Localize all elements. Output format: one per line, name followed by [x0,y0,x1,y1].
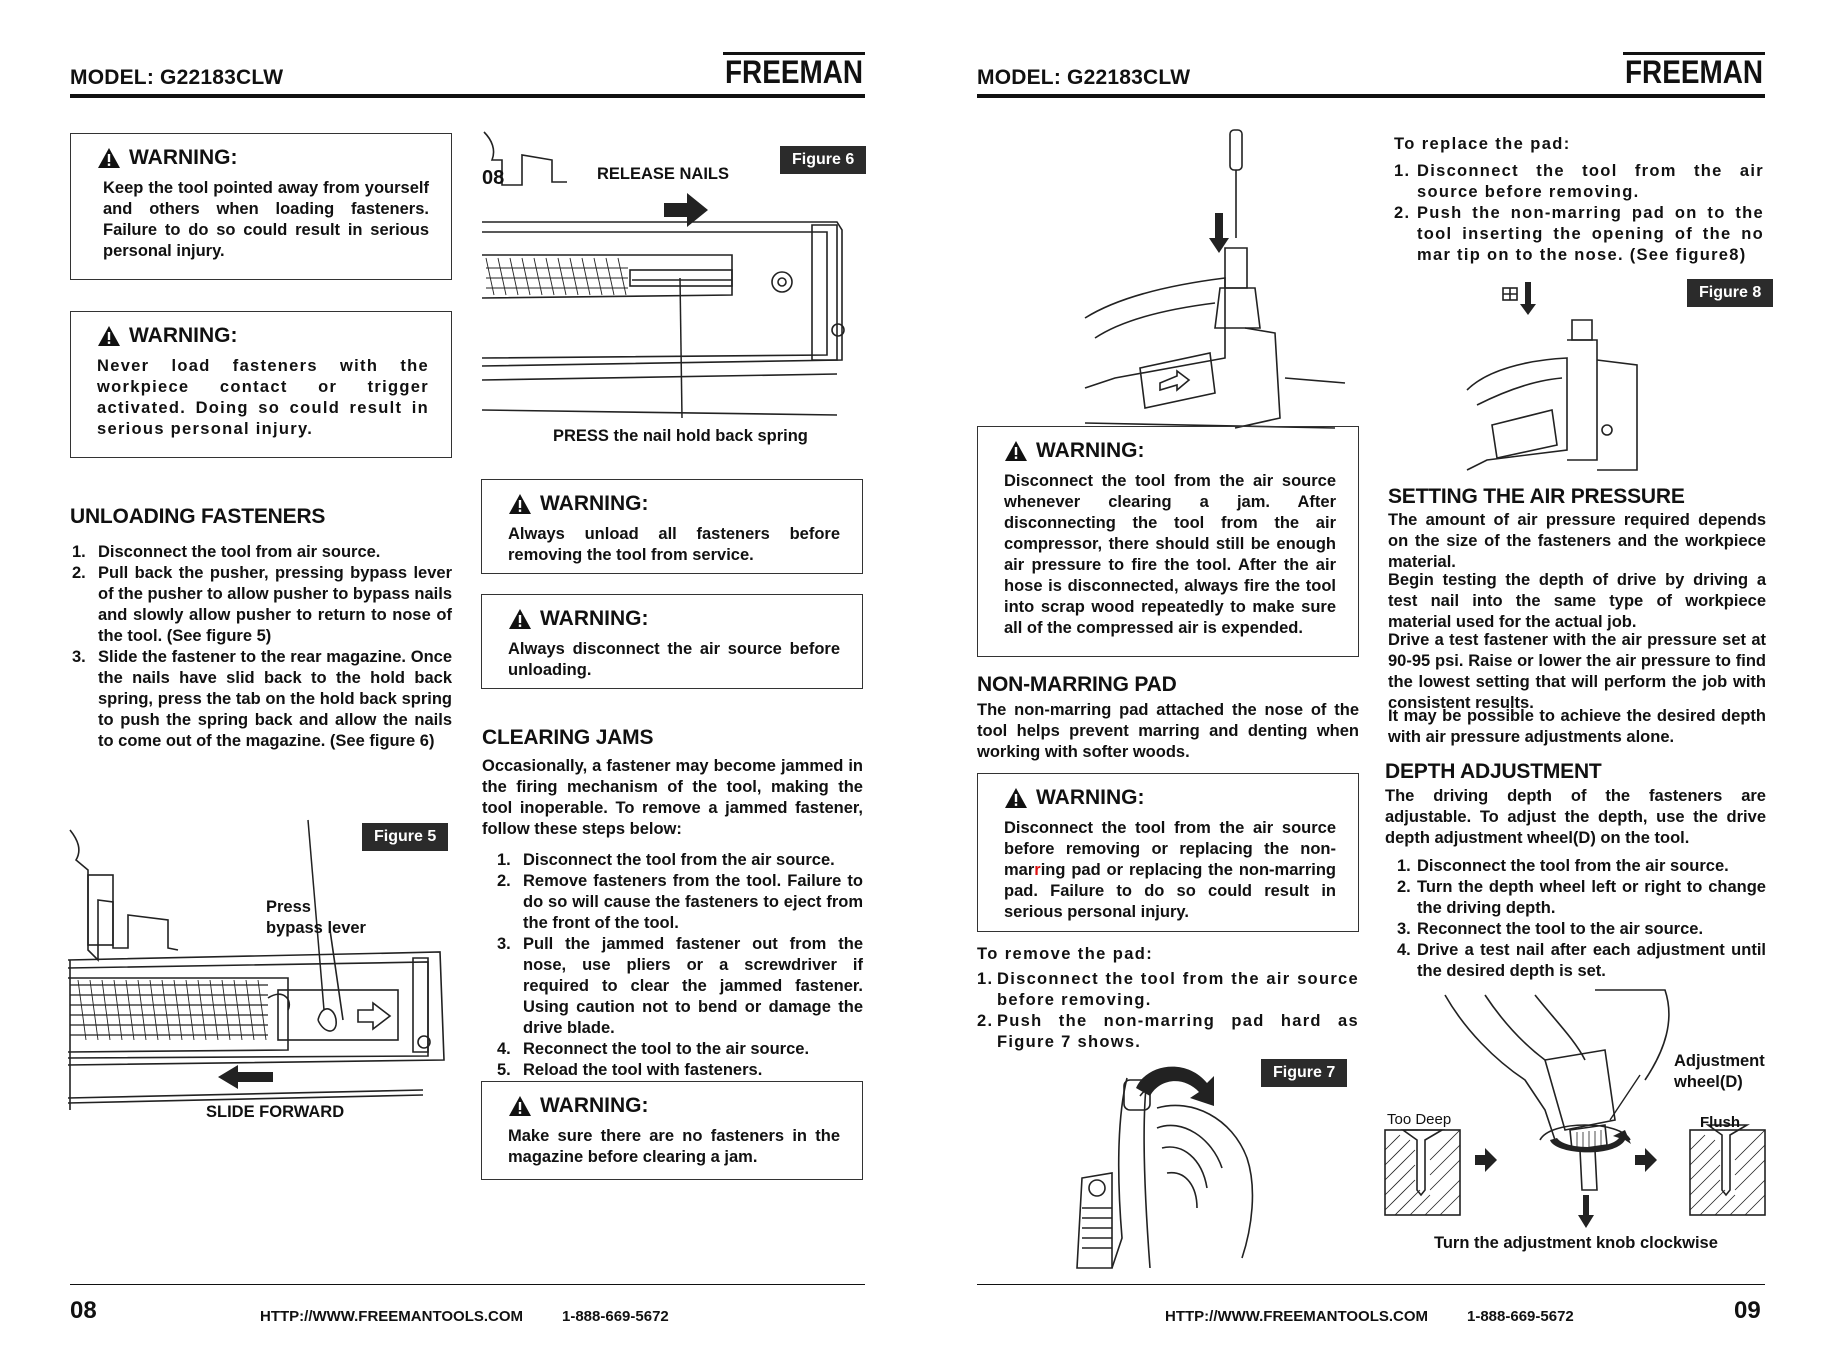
warning-title: WARNING: [129,146,238,169]
list-item: 5. Reload the tool with fasteners. [497,1061,763,1079]
warning-icon [97,147,121,169]
model-label: MODEL: G22183CLW [70,66,284,89]
warning-box [70,133,452,280]
list-item: 2. Remove fasteners from the tool. Failure to do so will cause the fasteners to eject from the front of the tool. [497,872,863,932]
warning-icon [508,608,532,630]
warning-icon [1004,440,1028,462]
figure-9-caption: Turn the adjustment knob clockwise [1434,1234,1718,1252]
warning-title: WARNING: [540,492,649,515]
figure-6-overlay-number: 08 [482,167,505,189]
warning-text: Make sure there are no fasteners in the magazine before clearing a jam. [508,1127,840,1166]
clear-jam-illustration [1085,128,1355,428]
remove-steps [977,969,1359,1053]
figure-9-label-adjustment: Adjustment [1674,1052,1765,1070]
logo-text: FREEMAN [1625,54,1763,90]
depth-intro: The driving depth of the fasteners are adjustable. To adjust the depth, use the drive depth adjustment wheel(D) on the tool. [1385,787,1766,847]
section-heading: UNLOADING FASTENERS [70,505,326,528]
warning-box [481,479,863,574]
warning-icon [508,493,532,515]
model-label: MODEL: G22183CLW [977,66,1191,89]
page-09 [917,0,1834,1362]
section-heading: SETTING THE AIR PRESSURE [1388,485,1685,508]
warning-text: Never load fasteners with the workpiece contact or trigger activated. Doing so could result in serious personal injury. [97,357,429,438]
warning-title: WARNING: [129,324,238,347]
warning-box [481,594,863,689]
list-item: 2. Push the non-marring pad hard as Figure 7 shows. [977,1012,1359,1051]
list-item: 3. Pull the jammed fastener out from the nose, use pliers or a screwdriver if required to clear the jammed fastener. Using caution not to bend or damage the drive blade. [497,935,863,1037]
figure-5-illustration [68,820,453,1140]
list-item: 4. Reconnect the tool to the air source. [497,1040,810,1058]
air-pressure-para: Drive a test fastener with the air pressure set at 90-95 psi. Raise or lower the air pressure to find the lowest setting that will perform the job with consistent results. [1388,631,1766,712]
warning-box [70,311,452,458]
warning-icon [97,325,121,347]
figure-6-label-press: PRESS the nail hold back spring [553,427,808,445]
replace-pad-heading: To replace the pad: [1394,135,1571,153]
nonmarring-body: The non-marring pad attached the nose of the tool helps prevent marring and denting when working with softer woods. [977,701,1359,761]
footer-url: HTTP://WWW.FREEMANTOOLS.COM [1165,1308,1429,1325]
figure-9-label-too-deep: Too Deep [1387,1111,1452,1128]
warning-title: WARNING: [1036,439,1145,462]
section-heading: NON-MARRING PAD [977,673,1177,696]
footer-phone: 1-888-669-5672 [1467,1308,1574,1325]
list-item: 1. Disconnect the tool from air source. [72,543,381,561]
header-rule [70,94,865,98]
list-item: 3. Reconnect the tool to the air source. [1397,920,1704,938]
footer-url: HTTP://WWW.FREEMANTOOLS.COM [260,1308,524,1325]
freeman-logo [1623,50,1765,90]
list-item: 1. Disconnect the tool from the air source. [497,851,835,869]
logo-text: FREEMAN [725,54,863,90]
footer-rule [977,1284,1765,1285]
figure-6-label-release: RELEASE NAILS [597,165,730,183]
list-item: 4. Drive a test nail after each adjustment until the desired depth is set. [1397,941,1766,980]
list-item: 2. Turn the depth wheel left or right to change the driving depth. [1397,878,1766,917]
warning-box [977,426,1359,657]
warning-text: Keep the tool pointed away from yourself and others when loading fasteners. Failure to do so could result in serious personal injury. [103,179,429,260]
list-item: 3. Slide the fastener to the rear magazine. Once the nails have slid back to the hold back spring, press the tab on the hold back spring to push the spring back and allow the nails to come out of the magazine. (See figure 6) [72,648,452,750]
warning-box [481,1081,863,1180]
air-pressure-para: It may be possible to achieve the desired depth with air pressure adjustments alone. [1388,707,1766,746]
clearing-steps [497,850,863,1081]
list-item: 2. Push the non-marring pad on to the tool inserting the opening of the no mar tip on to the nose. (See figure8) [1394,204,1764,264]
footer-phone: 1-888-669-5672 [562,1308,669,1325]
figure-8-illustration [1467,280,1667,470]
figure-5-label-lever: bypass lever [266,919,366,937]
figure-5-label-slide: SLIDE FORWARD [206,1103,345,1121]
figure-9-label-wheel: wheel(D) [1674,1073,1743,1091]
section-heading: CLEARING JAMS [482,726,654,749]
warning-icon [1004,787,1028,809]
unloading-steps [72,542,452,752]
figure-8-tag: Figure 8 [1687,279,1773,307]
figure-5-tag: Figure 5 [362,823,448,851]
clearing-intro: Occasionally, a fastener may become jammed in the firing mechanism of the tool, making the tool inoperable. To remove a jammed fastener, follow these steps below: [482,757,863,838]
list-item: 1. Disconnect the tool from the air source before removing. [1394,162,1764,201]
warning-text: Always disconnect the air source before unloading. [508,640,840,679]
air-pressure-para: Begin testing the depth of drive by driving a test nail into the same type of workpiece material used for the actual job. [1388,571,1766,631]
page-number: 09 [1734,1297,1761,1324]
freeman-logo [723,50,865,90]
warning-text: Disconnect the tool from the air source whenever clearing a jam. After disconnecting the tool from the air compressor, there should still be enough air pressure to fire the tool. After the air hose is disconnected, always fire the tool into scrap wood repeatedly to make sure all of the compressed air is expended. [1004,472,1336,637]
list-item: 2. Pull back the pusher, pressing bypass lever of the pusher to allow pusher to bypass nails and slowly allow pusher to return to nose of the tool. (See figure 5) [72,564,452,645]
section-heading: DEPTH ADJUSTMENT [1385,760,1602,783]
remove-pad-heading: To remove the pad: [977,945,1154,963]
warning-text: Disconnect the tool from the air source before removing or replacing the non-marring pad or replacing the non-marring pad. Failure to do so could result in serious personal injury. [1004,819,1336,921]
warning-box [977,773,1359,932]
figure-6-tag: Figure 6 [780,146,866,174]
depth-steps [1397,856,1766,982]
warning-icon [508,1095,532,1117]
list-item: 1. Disconnect the tool from the air source before removing. [977,970,1359,1009]
list-item: 1. Disconnect the tool from the air source. [1397,857,1729,875]
warning-text: Always unload all fasteners before removing the tool from service. [508,525,840,564]
warning-title: WARNING: [540,607,649,630]
replace-steps [1394,161,1764,266]
figure-7-illustration [1072,1058,1272,1268]
header-rule [977,94,1765,98]
air-pressure-para: The amount of air pressure required depends on the size of the fasteners and the workpiece material. [1388,511,1766,571]
figure-9-label-flush: Flush [1700,1114,1740,1131]
figure-7-tag: Figure 7 [1261,1059,1347,1087]
figure-5-label-press: Press [266,898,311,916]
warning-title: WARNING: [1036,786,1145,809]
warning-title: WARNING: [540,1094,649,1117]
footer-rule [70,1284,865,1285]
page-number: 08 [70,1297,97,1324]
